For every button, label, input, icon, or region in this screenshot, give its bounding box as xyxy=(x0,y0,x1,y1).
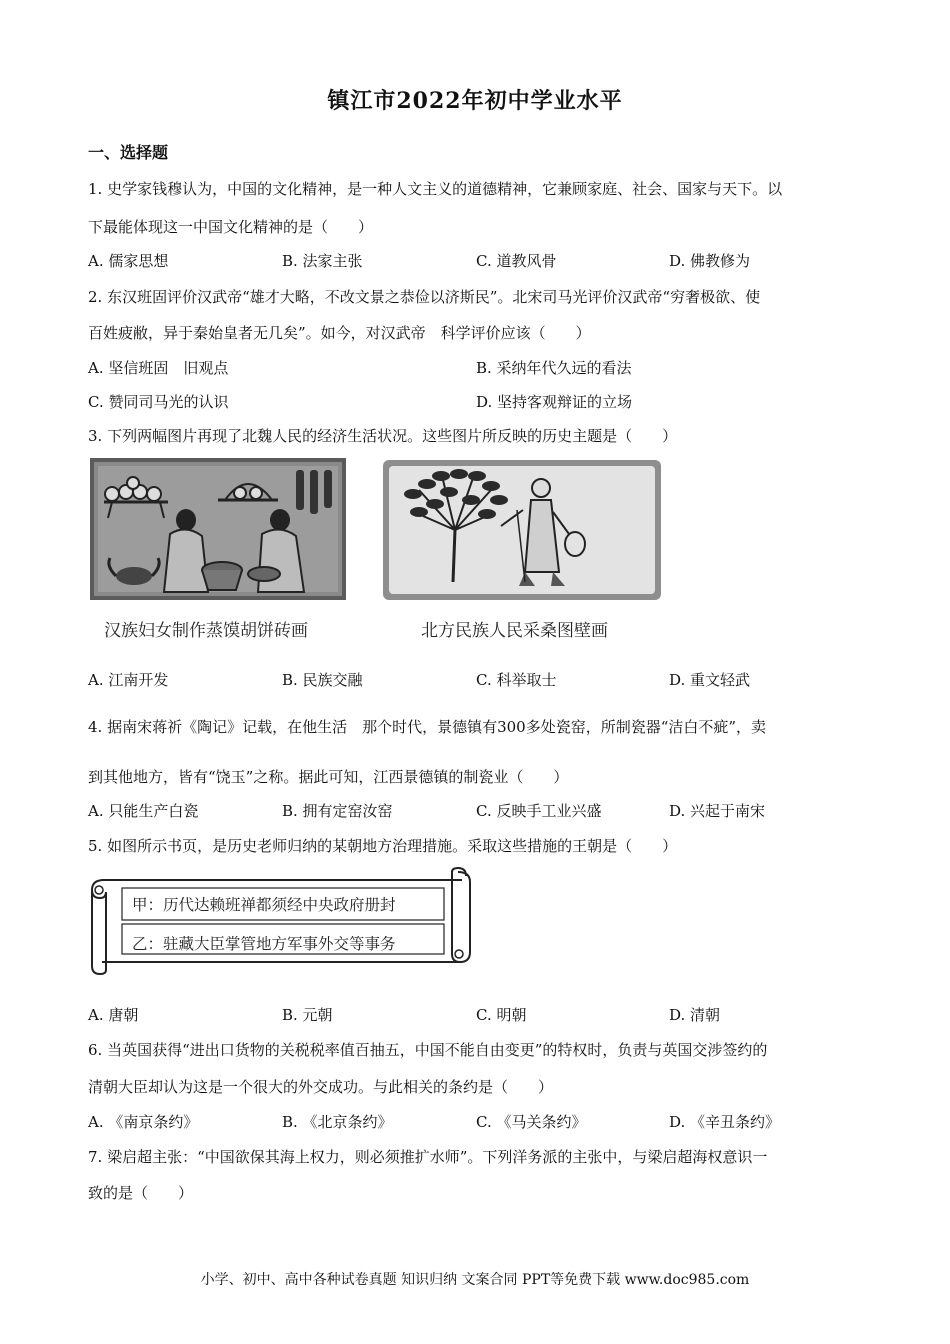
scroll-line-2: 乙：驻藏大臣掌管地方军事外交等事务 xyxy=(132,935,396,953)
question-6-line-2: 清朝大臣却认为这是一个很大的外交成功。与此相关的条约是（ ） xyxy=(88,1078,554,1096)
section-heading: 一、选择题 xyxy=(88,143,169,162)
q6-option-d: D. 《辛丑条约》 xyxy=(669,1113,781,1131)
q6-option-b: B. 《北京条约》 xyxy=(282,1113,393,1131)
q2-option-a: A. 坚信班固 旧观点 xyxy=(88,359,229,377)
question-1-line-1: 1. 史学家钱穆认为，中国的文化精神，是一种人文主义的道德精神，它兼顾家庭、社会、国家与天下。以 xyxy=(88,180,783,198)
page-footer: 小学、初中、高中各种试卷真题 知识归纳 文案合同 PPT等免费下载 www.doc985.com xyxy=(200,1272,750,1288)
question-7-line-1: 7. 梁启超主张：“中国欲保其海上权力，则必须推扩水师”。下列洋务派的主张中，与梁启超海权意识一 xyxy=(88,1148,768,1166)
q3-option-b: B. 民族交融 xyxy=(282,671,363,689)
q5-option-c: C. 明朝 xyxy=(476,1006,527,1024)
caption-brick-painting: 汉族妇女制作蒸馍胡饼砖画 xyxy=(104,621,308,641)
q1-option-c: C. 道教风骨 xyxy=(476,252,557,270)
page-title: 镇江市2022年初中学业水平 xyxy=(327,88,623,114)
scroll-line-1: 甲：历代达赖班禅都须经中央政府册封 xyxy=(132,896,396,914)
question-7-line-2: 致的是（ ） xyxy=(88,1184,194,1202)
question-2-line-1: 2. 东汉班固评价汉武帝“雄才大略，不改文景之恭俭以济斯民”。北宋司马光评价汉武帝“穷奢极欲、使 xyxy=(88,288,761,306)
question-1-line-2: 下最能体现这一中国文化精神的是（ ） xyxy=(88,218,374,236)
q1-option-a: A. 儒家思想 xyxy=(88,252,169,270)
q6-option-a: A. 《南京条约》 xyxy=(88,1113,199,1131)
brick-painting-image xyxy=(90,458,346,600)
question-2-line-2: 百姓疲敝，异于秦始皇者无几矣”。如今，对汉武帝 科学评价应该（ ） xyxy=(88,324,591,342)
q3-option-d: D. 重文轻武 xyxy=(669,671,751,689)
q6-option-c: C. 《马关条约》 xyxy=(476,1113,587,1131)
q5-option-d: D. 清朝 xyxy=(669,1006,721,1024)
question-3-line-1: 3. 下列两幅图片再现了北魏人民的经济生活状况。这些图片所反映的历史主题是（ ） xyxy=(88,427,678,445)
q5-option-b: B. 元朝 xyxy=(282,1006,333,1024)
q4-option-c: C. 反映手工业兴盛 xyxy=(476,802,602,820)
mulberry-mural-image xyxy=(383,460,661,600)
question-6-line-1: 6. 当英国获得“进出口货物的关税税率值百抽五，中国不能自由变更”的特权时，负责与英国交涉签约的 xyxy=(88,1041,768,1059)
scroll-image xyxy=(86,866,476,976)
question-4-line-2: 到其他地方，皆有“饶玉”之称。据此可知，江西景德镇的制瓷业（ ） xyxy=(88,768,569,786)
q3-option-c: C. 科举取士 xyxy=(476,671,557,689)
q4-option-a: A. 只能生产白瓷 xyxy=(88,802,199,820)
q1-option-b: B. 法家主张 xyxy=(282,252,363,270)
caption-mulberry-mural: 北方民族人民采桑图壁画 xyxy=(421,621,608,641)
q2-option-c: C. 赞同司马光的认识 xyxy=(88,393,229,411)
q4-option-d: D. 兴起于南宋 xyxy=(669,802,766,820)
q2-option-b: B. 采纳年代久远的看法 xyxy=(476,359,632,377)
q4-option-b: B. 拥有定窑汝窑 xyxy=(282,802,393,820)
q2-option-d: D. 坚持客观辩证的立场 xyxy=(476,393,633,411)
q5-option-a: A. 唐朝 xyxy=(88,1006,139,1024)
question-4-line-1: 4. 据南宋蒋祈《陶记》记载，在他生活 那个时代，景德镇有300多处瓷窑，所制瓷器“洁白不疵”，卖 xyxy=(88,718,767,736)
q1-option-d: D. 佛教修为 xyxy=(669,252,751,270)
question-5-line-1: 5. 如图所示书页，是历史老师归纳的某朝地方治理措施。采取这些措施的王朝是（ ） xyxy=(88,837,678,855)
q3-option-a: A. 江南开发 xyxy=(88,671,169,689)
